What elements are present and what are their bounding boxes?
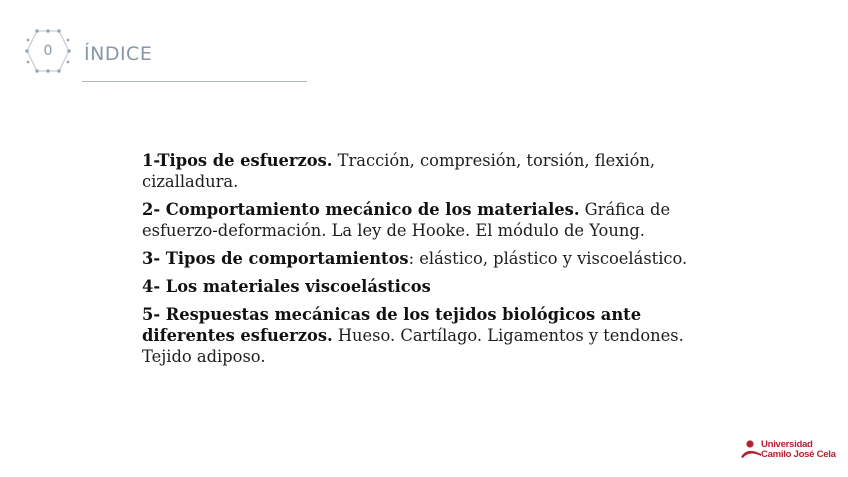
index-item-detail: Gráfica de esfuerzo-deformación. La ley de Hooke. El módulo de Young. [142,200,671,240]
title-underline [82,81,307,82]
index-item-detail: Tracción, compresión, torsión, flexión, cizalladura. [142,151,656,191]
section-number-badge [24,28,72,74]
index-item-4 [142,276,732,297]
university-name-line1: Universidad [761,439,813,450]
index-item-heading: 4- Los materiales viscoelásticos [142,277,431,296]
university-logo-icon [740,440,762,460]
index-item-3 [142,248,732,269]
index-item-5 [142,304,732,367]
university-logo [740,439,836,460]
index-item-heading: 1-Tipos de esfuerzos. [142,151,333,170]
index-item-detail: : elástico, plástico y viscoelástico. [408,249,688,268]
index-item-heading: 3- Tipos de comportamientos [142,249,409,268]
index-item-detail: Hueso. Cartílago. Ligamentos y tendones. Tejido adiposo. [142,326,684,366]
section-number: 0 [43,43,53,59]
index-item-heading: 2- Comportamiento mecánico de los materiales. [142,200,580,219]
university-name-line2: Camilo José Cela [761,449,836,460]
university-name [761,440,836,460]
index-item-heading: 5- Respuestas mecánicas de los tejidos biológicos ante diferentes esfuerzos. [142,305,642,345]
index-item-1 [142,150,732,192]
index-item-2 [142,199,732,241]
index-list [142,150,732,374]
page-title: ÍNDICE [84,43,153,65]
